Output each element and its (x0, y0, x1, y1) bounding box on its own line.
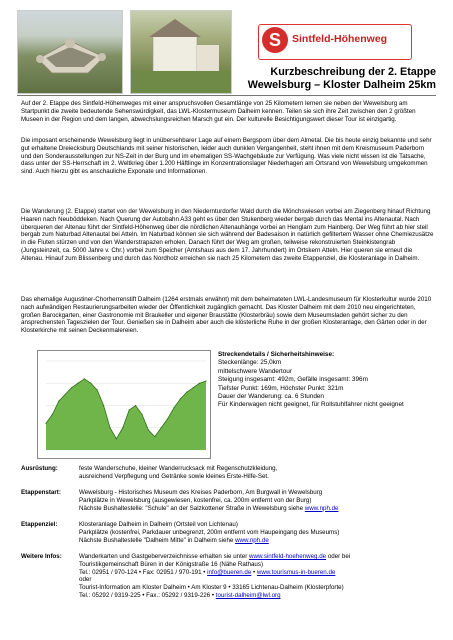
elevation-point (180, 398, 181, 399)
weitere-line-5: Tourist-Information am Kloster Dalheim • Am Kloster 9 • 33165 Lichtenau-Dalheim (Klosterpforte) (79, 584, 344, 592)
details-climb: Steigung insgesamt: 492m, Gefälle insgesamt: 396m (218, 376, 368, 384)
elevation-point (167, 418, 168, 419)
page-title (248, 66, 436, 92)
elevation-point (45, 423, 46, 424)
ausruestung-line-1: feste Wanderschuhe, kleiner Wanderrucksack mit Regenschutzkleidung, (79, 465, 278, 472)
intro-paragraph: Auf der 2. Etappe des Sintfeld-Höhenweges mit einer anspruchsvollen Gesamtlänge von 25 Kilometern lernen sie neben der Wewelsburg am Startpunkt die zweite bedeutende Sehenswürdigkeit, das LWL-Klostermuseum Dalheim kennen. Teilen sie sich ihre Zeit zwischen den 2 größten Museen in der Region und dem langen, abwechslungsreichen Marsch gut ein. Der kulturelle Besichtigungswert dieser Tour ist einzigartig. (21, 100, 416, 123)
elevation-point (186, 392, 187, 393)
details-heading: Streckendetails / Sicherheitshinweise: (218, 351, 335, 358)
weitere-line-1-end: oder bei (326, 553, 351, 560)
elevation-point (109, 427, 110, 428)
title-line-2: Wewelsburg – Kloster Dalheim 25km (247, 79, 436, 91)
elevation-point (154, 436, 155, 437)
ziel-nph-link[interactable]: www.nph.de (235, 536, 269, 544)
etappenziel-text (79, 521, 339, 544)
ziel-line-2: Parkplätze (kostenfrei, Parkdauer unbegrenzt, 200m entfernt vom Haupeingang des Museums) (79, 528, 340, 536)
details-altitude: Tiefster Punkt: 169m, Höchster Punkt: 321m (218, 384, 344, 392)
elevation-point (65, 394, 66, 395)
wewelsburg-paragraph: Die imposant erscheinende Wewelsburg liegt in unübersehbarer Lage auf einem Bergsporn über dem Almetal. Die bis heute einzig bekannte und sehr gut erhaltene Dreiecksburg Deutschlands mit seiner historischen, leider auch dunklen Vergangenheit, steht ihnen mit dem Kreismuseum Paderborn und den Sonderausstellungen zur NS-Zeit in der Burg und im ehemaligen SS-Wachgebäude zur Verfügung. Was viele nicht wissen ist die Tatsache, dass unter der SS-Herrschaft im 2. Weltkrieg über 1.200 Häftlinge im Konzentrationslager Niederhagen am Ortsrand von Wewelsburg umgekommen sind. Auch hierzu gibt es anschauliche Exponate und Informationen. (21, 137, 432, 176)
weitere-line-3-text: Tel.: 02951 / 970-124 • Fax: 02951 / 970-191 • (79, 568, 208, 576)
weitere-line-6-text: Tel.: 05292 / 9319-225 • Fax.: 05292 / 9319-226 • (79, 591, 216, 599)
ziel-line-3 (79, 537, 339, 545)
details-length: Steckenlänge: 25,0km (218, 359, 282, 367)
kloster-dalheim-photo (130, 10, 232, 94)
bueren-tourism-link[interactable]: www.tourismus-in-bueren.de (256, 568, 336, 576)
elevation-point (116, 438, 117, 439)
elevation-point (58, 400, 59, 401)
route-details (218, 351, 448, 410)
start-bus-text: Nächste Bushaltestelle: "Schule" an der Salzkottener Straße in Wewelsburg siehe (79, 504, 305, 512)
weitere-line-1 (79, 553, 350, 561)
weitere-line-1-text: Wanderkarten und Gastgeberverzeichnisse erhalten sie unter (79, 553, 250, 560)
elevation-point (199, 383, 200, 384)
ziel-line-1: Klosteranlage Dalheim in Dalheim (Ortsteil von Lichtenau) (79, 521, 238, 528)
ausruestung-line-2: ausreichend Verpflegung und Getränke sowie kleines Erste-Hilfe-Set. (79, 472, 269, 480)
divider (17, 95, 436, 96)
details-difficulty: mittelschwere Wandertour (218, 367, 292, 375)
wewelsburg-photo (17, 10, 123, 94)
weitere-line-6 (79, 592, 350, 600)
weitere-infos-text (79, 553, 350, 600)
start-nph-link[interactable]: www.nph.de (304, 504, 339, 512)
elevation-point (71, 387, 72, 388)
sintfeld-logo-icon: S (262, 27, 288, 53)
ausruestung-text (79, 465, 277, 481)
weitere-line-4: oder (79, 576, 92, 584)
elevation-point (129, 409, 130, 410)
elevation-point (90, 383, 91, 384)
title-line-1: Kurzbeschreibung der 2. Etappe (270, 66, 436, 78)
elevation-point (193, 387, 194, 388)
etappenziel-label: Etappenziel: (21, 521, 58, 528)
elevation-point (84, 378, 85, 379)
logo-text: Sintfeld-Höhenweg (292, 33, 388, 45)
elevation-point (97, 389, 98, 390)
elevation-point (135, 405, 136, 406)
elevation-point (141, 414, 142, 415)
start-line-2: Parkplätze in Wewelsburg (ausgewiesen, kostenfrei, ca. 200m entfernt von der Burg) (79, 496, 312, 504)
elevation-point (52, 414, 53, 415)
elevation-point (122, 427, 123, 428)
start-line-3 (79, 505, 339, 513)
weitere-line-3 (79, 569, 350, 577)
elevation-point (173, 407, 174, 408)
dalheim-paragraph: Das ehemalige Augustiner-Chorherrenstift Dalheim (1264 erstmals erwähnt) mit dem beheimateten LWL-Landesmuseum für Klosterkultur wurde 2010 nach aufwändigen Restaurierungsarbeiten wieder der Öffentlichkeit zugänglich gemacht. Das Kloster Dalheim mit dem 2010 neu eingerichteten, großen Barockgarten, einer Gastronomie mit Braukeller und eigener Braustätte (Klosterbräu) sowie dem Museumsladen gehört sicher zu den ansprechensten Tageszielen der Tour. Genießen sie in Dalheim aber auch die klösterliche Ruhe in der großen Klosteranlage, den Gärten oder in der Klosterkirche mit seinen Deckenmalereien. (21, 296, 432, 335)
elevation-point (77, 383, 78, 384)
dalheim-email-link[interactable]: tourist-dalheim@lwl.org (215, 591, 281, 599)
etappenstart-text (79, 489, 339, 512)
details-accessibility: Für Kinderwagen nicht geeignet, für Rollstuhlfahrer nicht geeignet (218, 401, 404, 409)
ziel-bus-text: Nächste Bushaltestelle "Dalheim Mitte" in Dalheim siehe (79, 536, 236, 544)
start-line-1: Wewelsburg - Historisches Museum des Kreises Paderborn, Am Burgwall in Wewelsburg (79, 489, 323, 496)
weitere-line-3-sep: • (251, 568, 257, 576)
elevation-point (205, 380, 206, 381)
elevation-point (103, 405, 104, 406)
bueren-email-link[interactable]: info@bueren.de (207, 568, 252, 576)
weitere-infos-label: Weitere Infos: (21, 553, 62, 560)
route-paragraph: Die Wanderung (2. Etappe) startet von der Wewelsburg in den Niedernturdorfer Wald durch die Mönchswiesen vorbei am Ziegenberg hinauf Richtung Haaren nach Neuböddeken. Nach Querung der Autobahn A33 geht es über den Stukenberg wieder bergab durch das Mental ins Altenautal. Nach überqueren der Altenau führt der Sintfeld-Höhenweg über die nördlichen Altenauhänge vorbei an Henglarn zum Hainberg. Der Weg führt ab hier steil bergab zum Naturbad Altenautal bei Atteln. Im Naturbad können sie sich während der Badesaison in natürlich gefiltertem Wasser ohne Chemiezusätze in die Fluten stürzen und von den Wanderstrapazen erholen. Danach führt der Weg am großen, teilweise rekonstruierten Steinkistengrab (Jungsteinzeit, ca. 5000 Jahre v. Chr.) vorbei zum Speicher (Amtshaus aus dem 17. Jahrhundert) im Ortskern Atteln. Hier queren sie erneut die Altenau. Hinauf zum Blissenberg und durch das Nordholz erreichen sie nach 25 Kilometern das zweite Etappenziel, die Klosteranlage in Dalheim. (21, 208, 434, 262)
details-duration: Dauer der Wanderung: ca. 6 Stunden (218, 393, 324, 401)
etappenstart-label: Etappenstart: (21, 489, 61, 496)
elevation-profile-chart (37, 350, 211, 459)
weitere-line-2: Touristikgemeinschaft Büren in der Königstraße 16 (Nähe Rathaus) (79, 560, 263, 568)
elevation-point (161, 427, 162, 428)
sintfeld-website-link[interactable]: www.sintfeld-hoehenweg.de (249, 553, 327, 560)
elevation-point (148, 429, 149, 430)
ausruestung-label: Ausrüstung: (21, 465, 58, 472)
